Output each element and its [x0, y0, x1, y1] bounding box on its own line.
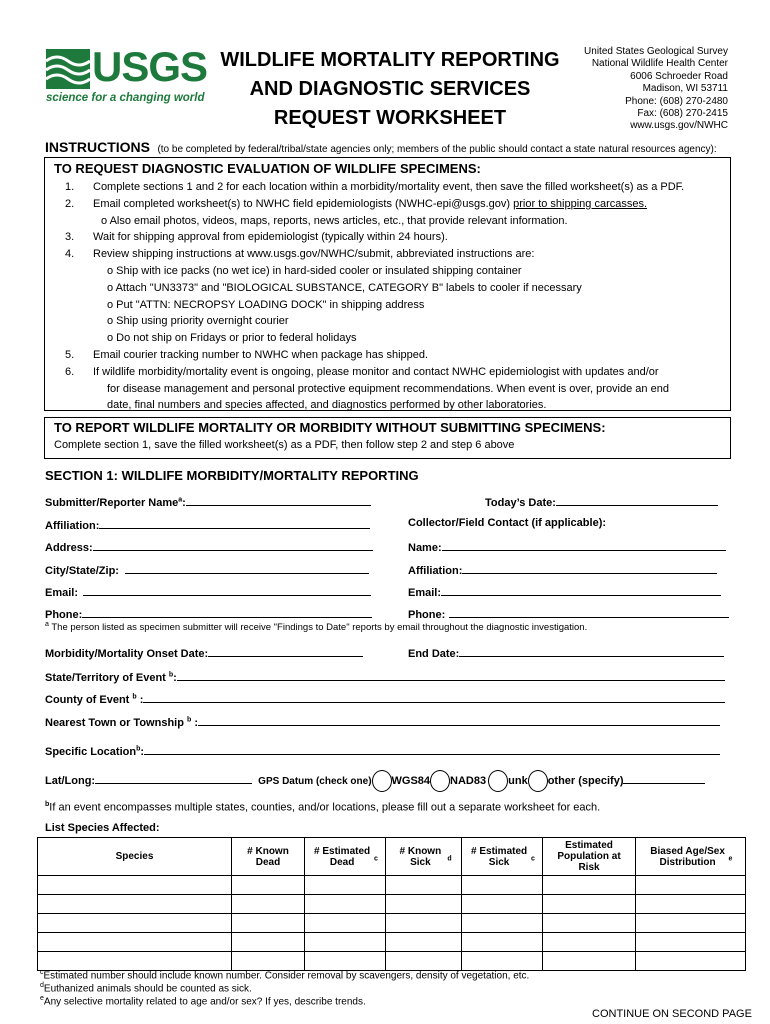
instruction-item: [65, 397, 725, 414]
state-field: State/Territory of Event $^b$:: [45, 669, 725, 684]
state-label: State/Territory of Event: [45, 672, 166, 684]
town-field: Nearest Town or Township $^b$ :: [45, 714, 720, 729]
footnote-b: $^b$If an event encompasses multiple states, counties, and/or locations, please fill out a separate worksheet for each.: [45, 801, 601, 814]
address-line: Phone: (608) 270-2480: [625, 95, 728, 107]
instruction-text: o Do not ship on Fridays or prior to federal holidays: [107, 332, 357, 345]
town-input[interactable]: [198, 714, 720, 726]
footnote-e: $^e$Any selective mortality related to age and/or sex? If yes, describe trends.: [40, 995, 366, 1008]
box2-text: Complete section 1, save the filled worksheet(s) as a PDF, then follow step 2 and step 6 above: [54, 439, 515, 451]
unk-radio[interactable]: [488, 770, 508, 792]
box1-heading: TO REQUEST DIAGNOSTIC EVALUATION OF WILDLIFE SPECIMENS:: [54, 161, 481, 176]
instruction-text: Wait for shipping approval from epidemiologist (typically within 24 hours).: [93, 231, 448, 244]
instruction-item: [65, 280, 725, 297]
phone-label: Phone:: [45, 609, 83, 621]
latlong-input[interactable]: [95, 772, 252, 784]
col-estimated-dead: # Estimated Dead $^c$: [305, 838, 386, 876]
collector-email-label: Email:: [408, 587, 442, 599]
collector-affiliation-label: Affiliation:: [408, 565, 463, 577]
instructions-note: (to be completed by federal/tribal/state agencies only; members of the public should contact a state natural resources agency):: [157, 144, 717, 155]
affiliation-field: [45, 517, 370, 532]
col-estimated-sick: # Estimated Sick $^c$: [462, 838, 543, 876]
wgs84-label: WGS84: [391, 774, 431, 787]
collector-phone-label: Phone:: [408, 609, 446, 621]
submitter-input[interactable]: [186, 494, 371, 506]
specific-location-label: Specific Location: [45, 746, 137, 758]
collector-name-input[interactable]: [442, 539, 726, 551]
instruction-number: 2.: [65, 197, 75, 210]
instruction-item: [65, 381, 725, 398]
address-line: 6006 Schroeder Road: [630, 70, 728, 82]
instructions-heading: INSTRUCTIONS: [45, 139, 150, 155]
instruction-underlined: prior to shipping carcasses.: [513, 197, 648, 210]
instruction-text: o Ship with ice packs (no wet ice) in hard-sided cooler or insulated shipping container: [107, 264, 522, 277]
address-line: Fax: (608) 270-2415: [637, 108, 728, 120]
title-line-1: WILDLIFE MORTALITY REPORTING: [220, 49, 560, 71]
unk-label: unk: [508, 774, 528, 787]
onset-date-field: [45, 645, 363, 660]
list-species-label: List Species Affected:: [45, 822, 160, 834]
title-line-2: AND DIAGNOSTIC SERVICES: [249, 78, 531, 100]
collector-name-label: Name:: [408, 542, 442, 554]
onset-date-label: Morbidity/Mortality Onset Date:: [45, 648, 209, 660]
nad83-label: NAD83: [450, 774, 487, 787]
agency-address: [560, 46, 728, 133]
title-line-3: REQUEST WORKSHEET: [273, 107, 507, 129]
instruction-item: [65, 213, 725, 230]
phone-input[interactable]: [82, 606, 372, 618]
phone-field: [45, 606, 372, 621]
state-input[interactable]: [177, 669, 725, 681]
today-date-input[interactable]: [556, 494, 718, 506]
table-row[interactable]: [38, 914, 746, 933]
city-input[interactable]: [125, 562, 369, 574]
email-label: Email:: [45, 587, 79, 599]
email-field: [45, 584, 371, 599]
instruction-item: [65, 179, 725, 196]
table-row[interactable]: [38, 952, 746, 971]
instruction-text: for disease management and personal protective equipment recommendations. When event is over, provide an end: [107, 382, 669, 395]
latlong-field: [45, 770, 705, 792]
county-input[interactable]: [143, 691, 725, 703]
instruction-number: 3.: [65, 231, 75, 244]
collector-email-input[interactable]: [441, 584, 721, 596]
col-population-at-risk: Estimated Population at Risk: [543, 838, 636, 876]
col-species: Species: [38, 838, 232, 876]
footnote-b-text: If an event encompasses multiple states, counties, and/or locations, please fill out a separate worksheet for each.: [49, 801, 601, 814]
city-label: City/State/Zip:: [45, 565, 119, 577]
city-field: [45, 562, 369, 577]
col-known-sick: # Known Sick $^d$: [386, 838, 462, 876]
footnote-a: $^a$ The person listed as specimen submitter will receive "Findings to Date" reports by email throughout the diagnostic investigation.: [45, 621, 588, 634]
collector-name-field: [408, 539, 726, 554]
address-line: www.usgs.gov/NWHC: [630, 120, 728, 132]
collector-affiliation-input[interactable]: [462, 562, 717, 574]
instruction-item: [65, 196, 725, 213]
address-field: [45, 539, 373, 554]
collector-phone-field: [408, 606, 729, 621]
address-line: United States Geological Survey: [584, 46, 728, 57]
collector-email-field: [408, 584, 721, 599]
specific-location-field: Specific Location$^b$:: [45, 743, 720, 758]
instruction-text: Review shipping instructions at www.usgs.gov/NWHC/submit, abbreviated instructions are:: [93, 248, 535, 261]
end-date-field: [408, 645, 724, 660]
section1-heading: SECTION 1: WILDLIFE MORBIDITY/MORTALITY REPORTING: [45, 468, 419, 483]
table-row[interactable]: [38, 876, 746, 895]
instruction-number: 4.: [65, 248, 75, 261]
footnote-a-text: The person listed as specimen submitter will receive "Findings to Date" reports by email throughout the diagnostic investigation.: [51, 622, 588, 634]
email-input[interactable]: [83, 584, 371, 596]
onset-date-input[interactable]: [208, 645, 363, 657]
address-input[interactable]: [93, 539, 373, 551]
instruction-item: [65, 364, 725, 381]
report-only-box: [44, 417, 731, 459]
instruction-item: [65, 263, 725, 280]
instruction-item: [65, 297, 725, 314]
address-label: Address:: [45, 542, 93, 554]
instruction-number: 6.: [65, 365, 75, 378]
end-date-input[interactable]: [459, 645, 724, 657]
instruction-text: Email completed worksheet(s) to NWHC field epidemiologists (NWHC-epi@usgs.gov): [93, 197, 514, 210]
other-radio[interactable]: [528, 770, 548, 792]
instruction-item: [65, 330, 725, 347]
box1-list: [65, 179, 725, 414]
other-label: other (specify): [547, 774, 624, 787]
collector-heading: Collector/Field Contact (if applicable):: [408, 517, 607, 529]
instruction-text: date, final numbers and species affected, and diagnostics performed by other laboratories.: [107, 399, 547, 412]
table-row[interactable]: [38, 933, 746, 952]
collector-phone-input[interactable]: [449, 606, 729, 618]
instruction-text: o Also email photos, videos, maps, reports, news articles, etc., that provide relevant information.: [101, 214, 568, 227]
specific-location-input[interactable]: [144, 743, 720, 755]
latlong-label: Lat/Long:: [45, 774, 96, 787]
submitter-label: Submitter/Reporter Name: [45, 497, 179, 509]
instruction-item: [65, 313, 725, 330]
instruction-text: Complete sections 1 and 2 for each location within a morbidity/mortality event, then save the filled worksheet(s) as a PDF.: [93, 181, 685, 193]
instruction-text: o Attach "UN3373" and "BIOLOGICAL SUBSTANCE, CATEGORY B" labels to cooler if necessary: [107, 281, 582, 294]
logo-tagline: science for a changing world: [46, 92, 205, 104]
table-row[interactable]: [38, 895, 746, 914]
continue-note: CONTINUE ON SECOND PAGE: [592, 1008, 752, 1020]
today-date-field: [485, 494, 718, 509]
col-age-sex: Biased Age/Sex Distribution $^e$: [636, 838, 746, 876]
species-table: [37, 837, 746, 971]
box2-heading: TO REPORT WILDLIFE MORTALITY OR MORBIDITY WITHOUT SUBMITTING SPECIMENS:: [54, 420, 606, 435]
wgs84-radio[interactable]: [372, 770, 392, 792]
usgs-logo: [44, 43, 208, 109]
table-header-row: [38, 838, 746, 876]
other-specify-input[interactable]: [623, 772, 705, 784]
instruction-text: o Put "ATTN: NECROPSY LOADING DOCK" in shipping address: [107, 298, 425, 311]
nad83-radio[interactable]: [430, 770, 450, 792]
instructions-line: [45, 139, 717, 157]
gps-datum-label: GPS Datum (check one): [258, 775, 372, 787]
affiliation-input[interactable]: [99, 517, 370, 529]
county-label: County of Event: [45, 694, 130, 706]
col-known-dead: # Known Dead: [232, 838, 305, 876]
specimen-request-box: [44, 157, 731, 411]
instruction-item: [65, 347, 725, 364]
county-field: County of Event $^b$ :: [45, 691, 725, 706]
address-line: National Wildlife Health Center: [591, 58, 728, 70]
address-line: Madison, WI 53711: [642, 83, 728, 95]
instruction-number: 5.: [65, 348, 75, 361]
instruction-text: Email courier tracking number to NWHC when package has shipped.: [93, 348, 429, 361]
instruction-text: If wildlife morbidity/mortality event is ongoing, please monitor and contact NWHC epidemiologist with updates and/or: [93, 365, 659, 378]
page-title: [205, 46, 575, 133]
today-date-label: Today’s Date:: [485, 497, 556, 509]
footnote-c: $^c$Estimated number should include known number. Consider removal by scavengers, density of vegetation, etc.: [40, 969, 530, 982]
footnote-d: $^d$Euthanized animals should be counted as sick.: [40, 982, 252, 995]
usgs-wave-icon: [46, 49, 90, 89]
end-date-label: End Date:: [408, 648, 460, 660]
instruction-item: [65, 246, 725, 263]
submitter-field: Submitter/Reporter Name$^a$:: [45, 494, 371, 509]
town-label: Nearest Town or Township: [45, 717, 184, 729]
instruction-number: 1.: [65, 181, 75, 193]
logo-wordmark: USGS: [92, 43, 208, 90]
collector-affiliation-field: [408, 562, 717, 577]
instruction-item: [65, 229, 725, 246]
instruction-text: o Ship using priority overnight courier: [107, 315, 289, 328]
affiliation-label: Affiliation:: [45, 520, 100, 532]
